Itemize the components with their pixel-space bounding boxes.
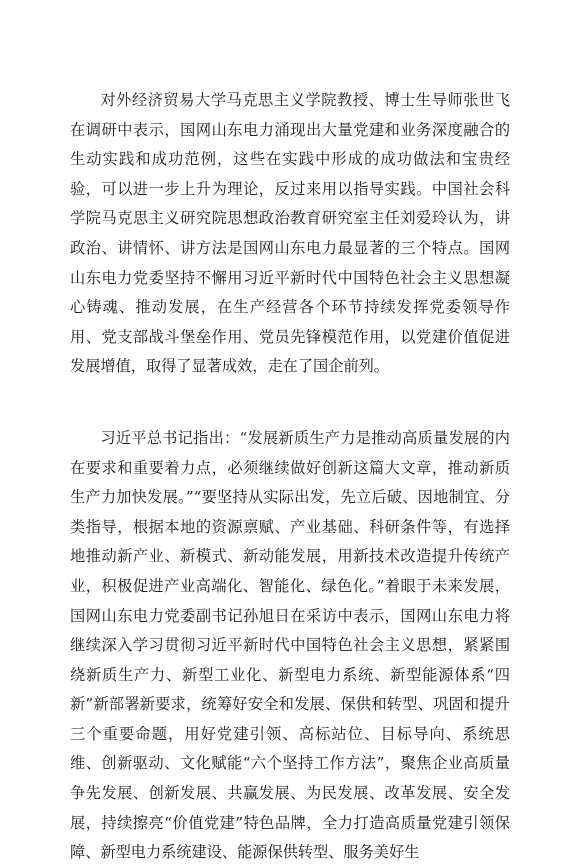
- document-body: [70, 86, 510, 868]
- paragraph-2: 习近平总书记指出：“发展新质生产力是推动高质量发展的内在要求和重要着力点，必须继续做好创新这篇大文章，推动新质生产力加快发展。”“要坚持从实际出发，先立后破、因地制宜、分类指导，根据本地的资源禀赋、产业基础、科研条件等，有选择地推动新产业、新模式、新动能发展，用新技术改造提升传统产业，积极促进产业高端化、智能化、绿色化。”着眼于未来发展，国网山东电力党委副书记孙旭日在采访中表示，国网山东电力将继续深入学习贯彻习近平新时代中国特色社会主义思想，紧紧围绕新质生产力、新型工业化、新型电力系统、新型能源体系“四新”新部署新要求，统筹好安全和发展、保供和转型、巩固和提升三个重要命题，用好党建引领、高标站位、目标导向、系统思维、创新驱动、文化赋能“六个坚持工作方法”，聚焦企业高质量争先发展、创新发展、共赢发展、为民发展、改革发展、安全发展，持续擦亮“价值党建”特色品牌，全力打造高质量党建引领保障、新型电力系统建设、能源保供转型、服务美好生: [70, 428, 510, 862]
- paragraph-1: 对外经济贸易大学马克思主义学院教授、博士生导师张世飞在调研中表示，国网山东电力涌现出大量党建和业务深度融合的生动实践和成功范例，这些在实践中形成的成功做法和宝贵经验，可以进一步上升为理论，反过来用以指导实践。中国社会科学院马克思主义研究院思想政治教育研究室主任刘爱玲认为，讲政治、讲情怀、讲方法是国网山东电力最显著的三个特点。国网山东电力党委坚持不懈用习近平新时代中国特色社会主义思想凝心铸魂、推动发展，在生产经营各个环节持续发挥党委领导作用、党支部战斗堡垒作用、党员先锋模范作用，以党建价值促进发展增值，取得了显著成效，走在了国企前列。: [70, 91, 510, 376]
